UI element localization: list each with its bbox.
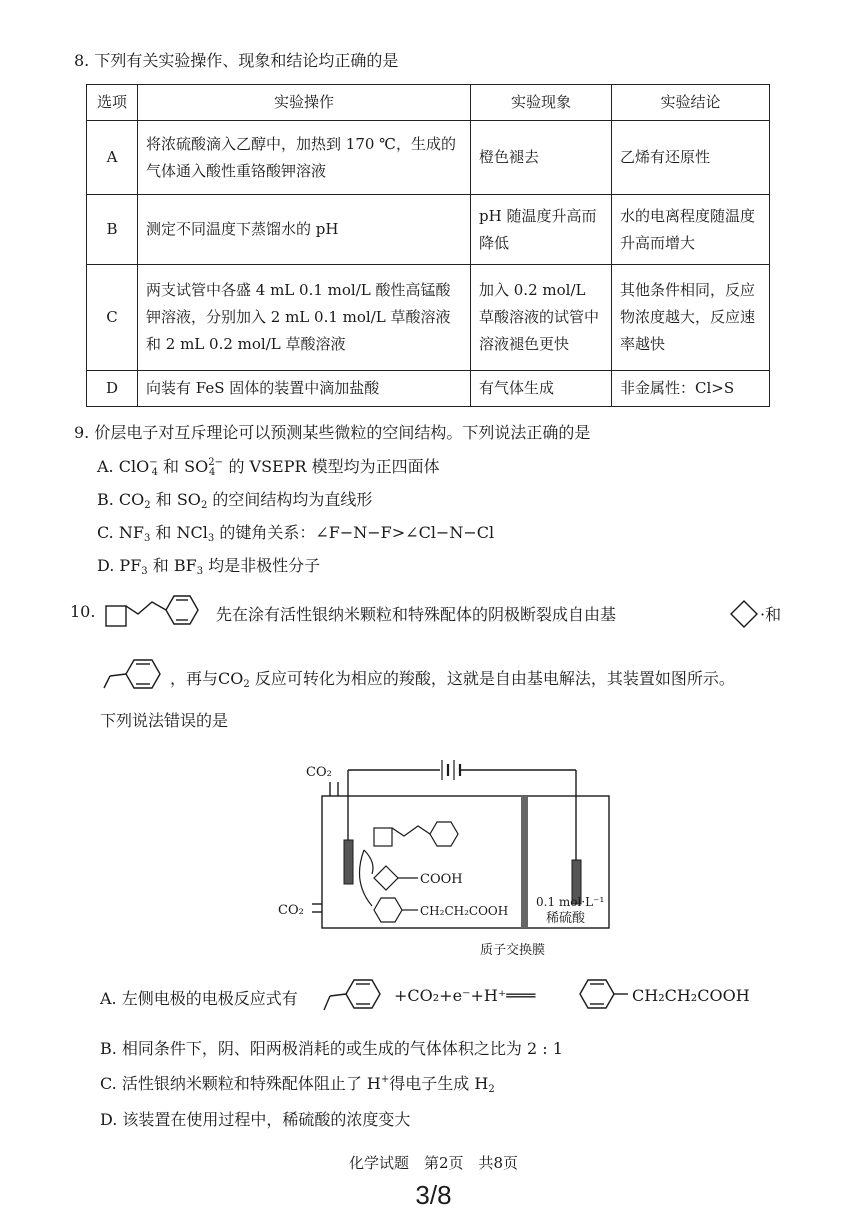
membrane-label: 质子交换膜 (480, 943, 546, 958)
row-operation: 向装有 FeS 固体的装置中滴加盐酸 (138, 371, 471, 407)
subscript: 2 (243, 679, 250, 690)
table-row (87, 195, 770, 265)
text: 得电子生成 H (389, 1074, 489, 1093)
benzyl-radical-structure (100, 650, 176, 694)
subscript: 3 (207, 533, 215, 544)
row-conclusion: 水的电离程度随温度升高而增大 (612, 195, 770, 265)
row-option: C (87, 265, 138, 371)
row-conclusion: 非金属性：Cl>S (612, 371, 770, 407)
text: 均是非极性分子 (203, 556, 321, 575)
q9-option-b (97, 487, 372, 511)
chain-label: CH₂CH₂COOH (420, 904, 509, 918)
text: A. ClO (97, 457, 150, 476)
text: C. 活性银纳米颗粒和特殊配体阻止了 H (100, 1074, 381, 1093)
q10-option-a-equation: +CO₂+e⁻+H⁺═══ (394, 986, 536, 1005)
table-header-row (87, 85, 770, 121)
q9-stem: 9. 价层电子对互斥理论可以预测某些微粒的空间结构。下列说法正确的是 (74, 423, 591, 442)
text: B. CO (97, 490, 145, 509)
text: ，再与CO (170, 669, 244, 688)
acid-label: 稀硫酸 (546, 911, 586, 926)
q10-line2 (170, 666, 735, 690)
cooh-label: COOH (420, 872, 463, 887)
q10-option-b: B. 相同条件下，阴、阳两极消耗的或生成的气体体积之比为 2 : 1 (100, 1039, 563, 1058)
table-row (87, 265, 770, 371)
q10-number: 10. (70, 602, 96, 621)
concentration-label: 0.1 mol·L⁻¹ (536, 895, 605, 909)
q10-option-a-label: A. 左侧电极的电极反应式有 (100, 989, 298, 1008)
text: 的 VSEPR 模型均为正四面体 (223, 457, 440, 476)
row-phenomenon: 橙色褪去 (471, 121, 612, 195)
proton-exchange-membrane (521, 796, 528, 928)
row-phenomenon: pH 随温度升高而降低 (471, 195, 612, 265)
header-conclusion: 实验结论 (612, 85, 770, 121)
text: 和 NCl (150, 523, 208, 542)
row-operation: 将浓硫酸滴入乙醇中，加热到 170 ℃，生成的气体通入酸性重铬酸钾溶液 (138, 121, 471, 195)
q9-option-a (97, 454, 440, 478)
q10-option-d: D. 该装置在使用过程中，稀硫酸的浓度变大 (100, 1110, 411, 1129)
cyclobutyl-ethyl-benzene-structure (102, 590, 220, 634)
cyclobutyl-radical-structure (728, 598, 760, 630)
text: D. PF (97, 556, 142, 575)
q10-option-c (100, 1071, 495, 1095)
co2-top-label: CO₂ (306, 765, 332, 780)
phenyl-ring-structure (574, 974, 630, 1014)
text: 和 BF (147, 556, 197, 575)
cathode-electrode (344, 840, 353, 884)
text: 的空间结构均为直线形 (207, 490, 373, 509)
text: C. NF (97, 523, 144, 542)
row-operation: 两支试管中各盛 4 mL 0.1 mol/L 酸性高锰酸钾溶液，分别加入 2 mL 0.1 mol/L 草酸溶液和 2 mL 0.2 mol/L 草酸溶液 (138, 265, 471, 371)
subscript: 2 (144, 500, 151, 511)
superscript: + (380, 1074, 390, 1085)
text: 反应可转化为相应的羧酸，这就是自由基电解法，其装置如图所示。 (249, 669, 735, 688)
q10-line1: 先在涂有活性银纳米颗粒和特殊配体的阴极断裂成自由基 (216, 605, 617, 624)
row-conclusion: 乙烯有还原性 (612, 121, 770, 195)
q10-line3: 下列说法错误的是 (100, 711, 229, 730)
subscript: 4 (208, 467, 216, 478)
q10-line1-tail: ·和 (760, 605, 782, 624)
text: 和 SO (150, 490, 201, 509)
benzyl-radical-structure (320, 974, 396, 1014)
header-phenomenon: 实验现象 (471, 85, 612, 121)
superscript: − (149, 457, 158, 468)
text: 和 SO (157, 457, 209, 476)
footer-text: 化学试题 第2页 共8页 (348, 1154, 519, 1172)
q8-table (86, 84, 770, 407)
row-conclusion: 其他条件相同，反应物浓度越大，反应速率越快 (612, 265, 770, 371)
electrolysis-apparatus-diagram (268, 742, 628, 964)
superscript: 2− (208, 457, 223, 468)
row-phenomenon: 有气体生成 (471, 371, 612, 407)
table-row (87, 371, 770, 407)
subscript: 3 (196, 566, 204, 577)
q10-option-a-product: CH₂CH₂COOH (632, 986, 750, 1005)
header-option: 选项 (87, 85, 138, 121)
q8-stem: 8. 下列有关实验操作、现象和结论均正确的是 (74, 51, 399, 70)
subscript: 4 (151, 467, 158, 478)
q9-option-d (97, 553, 320, 577)
footer-clip (0, 1150, 867, 1172)
co2-left-label: CO₂ (278, 903, 304, 918)
page-number: 3/8 (415, 1180, 452, 1210)
row-option: B (87, 195, 138, 265)
row-phenomenon: 加入 0.2 mol/L 草酸溶液的试管中溶液褪色更快 (471, 265, 612, 371)
table-row (87, 121, 770, 195)
row-option: D (87, 371, 138, 407)
header-operation: 实验操作 (138, 85, 471, 121)
row-option: A (87, 121, 138, 195)
subscript: 2 (488, 1084, 495, 1095)
subscript: 2 (200, 500, 208, 511)
row-operation: 测定不同温度下蒸馏水的 pH (138, 195, 471, 265)
text: 的键角关系：∠F−N−F>∠Cl−N−Cl (214, 523, 495, 542)
q9-option-c (97, 520, 494, 544)
subscript: 3 (143, 533, 151, 544)
subscript: 3 (141, 566, 148, 577)
